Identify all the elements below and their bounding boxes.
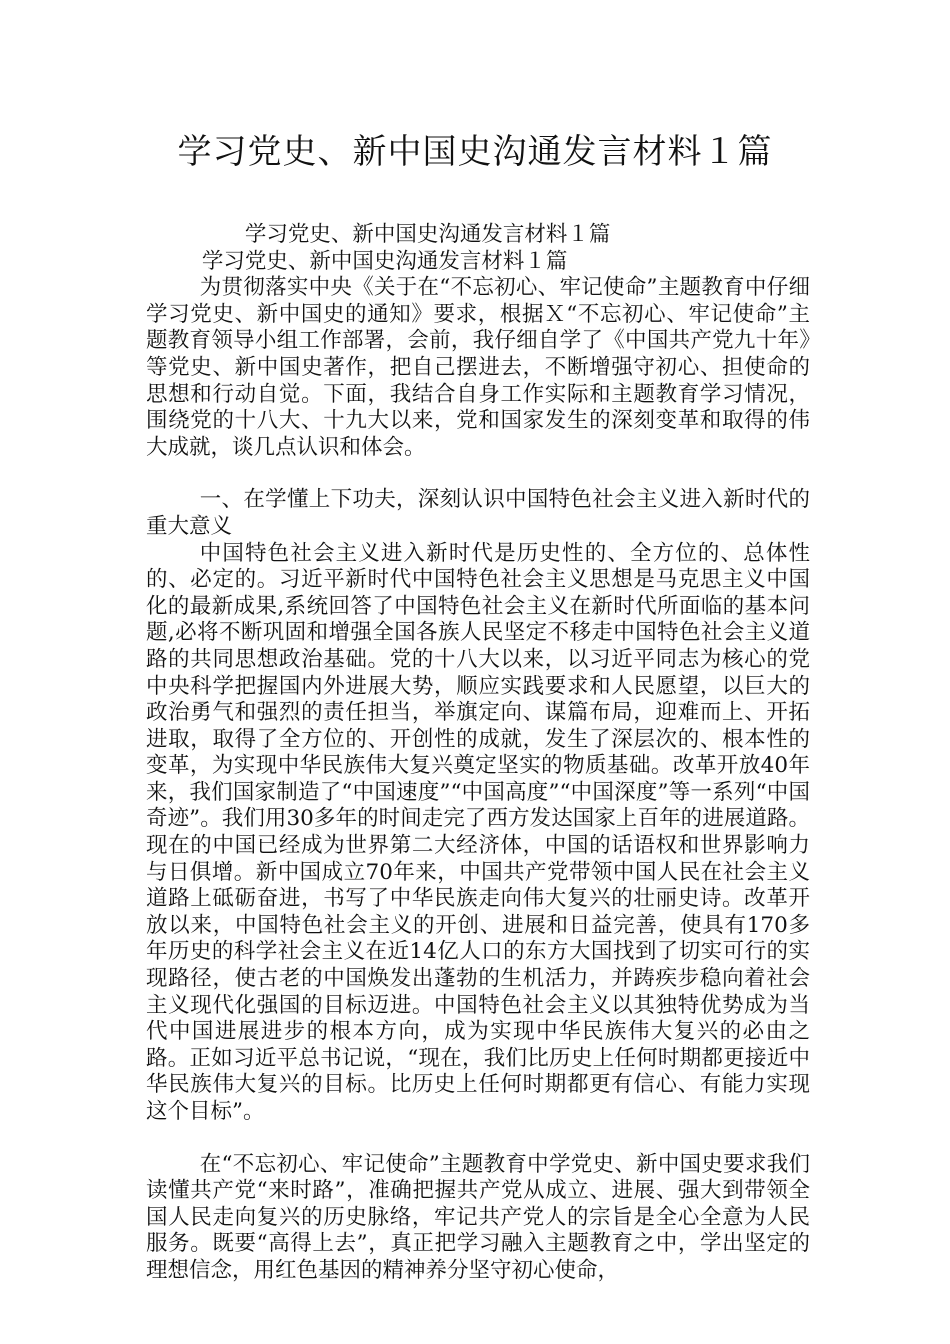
intro-paragraph: 为贯彻落实中央《关于在“不忘初心、牢记使命”主题教育中仔细学习党史、新中国史的通知》要求，根据Ｘ“不忘初心、牢记使命”主题教育领导小组工作部署，会前，我仔细自学了《中国共产党九十年》等党史、新中国史著作，把自己摆进去，不断增强守初心、担使命的思想和行动自觉。下面，我结合自身工作实际和主题教育学习情况，围绕党的十八大、十九大以来，党和国家发生的深刻变革和取得的伟大成就，谈几点认识和体会。: [146, 275, 810, 460]
subtitle-line-2: 学习党史、新中国史沟通发言材料１篇: [201, 248, 568, 274]
body-paragraph: 中国特色社会主义进入新时代是历史性的、全方位的、总体性的、必定的。习近平新时代中国特色社会主义思想是马克思主义中国化的最新成果,系统回答了中国特色社会主义在新时代所面临的基本问题,必将不断巩固和增强全国各族人民坚定不移走中国特色社会主义道路的共同思想政治基础。党的十八大以来，以习近平同志为核心的党中央科学把握国内外进展大势，顺应实践要求和人民愿望，以巨大的政治勇气和强烈的责任担当，举旗定向、谋篇布局，迎难而上、开拓进取，取得了全方位的、开创性的成就，发生了深层次的、根本性的变革，为实现中华民族伟大复兴奠定坚实的物质基础。改革开放40年来，我们国家制造了“中国速度”“中国高度”“中国深度”等一系列“中国奇迹”。我们用30多年的时间走完了西方发达国家上百年的进展道路。现在的中国已经成为世界第二大经济体，中国的话语权和世界影响力与日俱增。新中国成立70年来，中国共产党带领中国人民在社会主义道路上砥砺奋进，书写了中华民族走向伟大复兴的壮丽史诗。改革开放以来，中国特色社会主义的开创、进展和日益完善，使具有170多年历史的科学社会主义在近14亿人口的东方大国找到了切实可行的实现路径，使古老的中国焕发出蓬勃的生机活力，并踌疾步稳向着社会主义现代化强国的目标迈进。中国特色社会主义以其独特优势成为当代中国进展进步的根本方向，成为实现中华民族伟大复兴的必由之路。正如习近平总书记说，“现在，我们比历史上任何时期都更接近中华民族伟大复兴的目标。比历史上任何时期都更有信心、有能力实现这个目标”。: [146, 540, 810, 1124]
section-heading: 一、在学懂上下功夫，深刻认识中国特色社会主义进入新时代的重大意义: [146, 487, 810, 539]
body-paragraph: 在“不忘初心、牢记使命”主题教育中学党史、新中国史要求我们读懂共产党“来时路”，准确把握共产党从成立、进展、强大到带领全国人民走向复兴的历史脉络，牢记共产党人的宗旨是全心全意为人民服务。既要“高得上去”，真正把学习融入主题教育之中，学出坚定的理想信念，用红色基因的精神养分坚守初心使命，: [146, 1151, 810, 1283]
paragraph-gap: [146, 1126, 810, 1152]
document-body: [146, 222, 810, 1285]
subtitle-line-1: 学习党史、新中国史沟通发言材料１篇: [244, 222, 611, 247]
document-title: 学习党史、新中国史沟通发言材料１篇: [177, 132, 773, 172]
paragraph-gap: [146, 461, 810, 487]
